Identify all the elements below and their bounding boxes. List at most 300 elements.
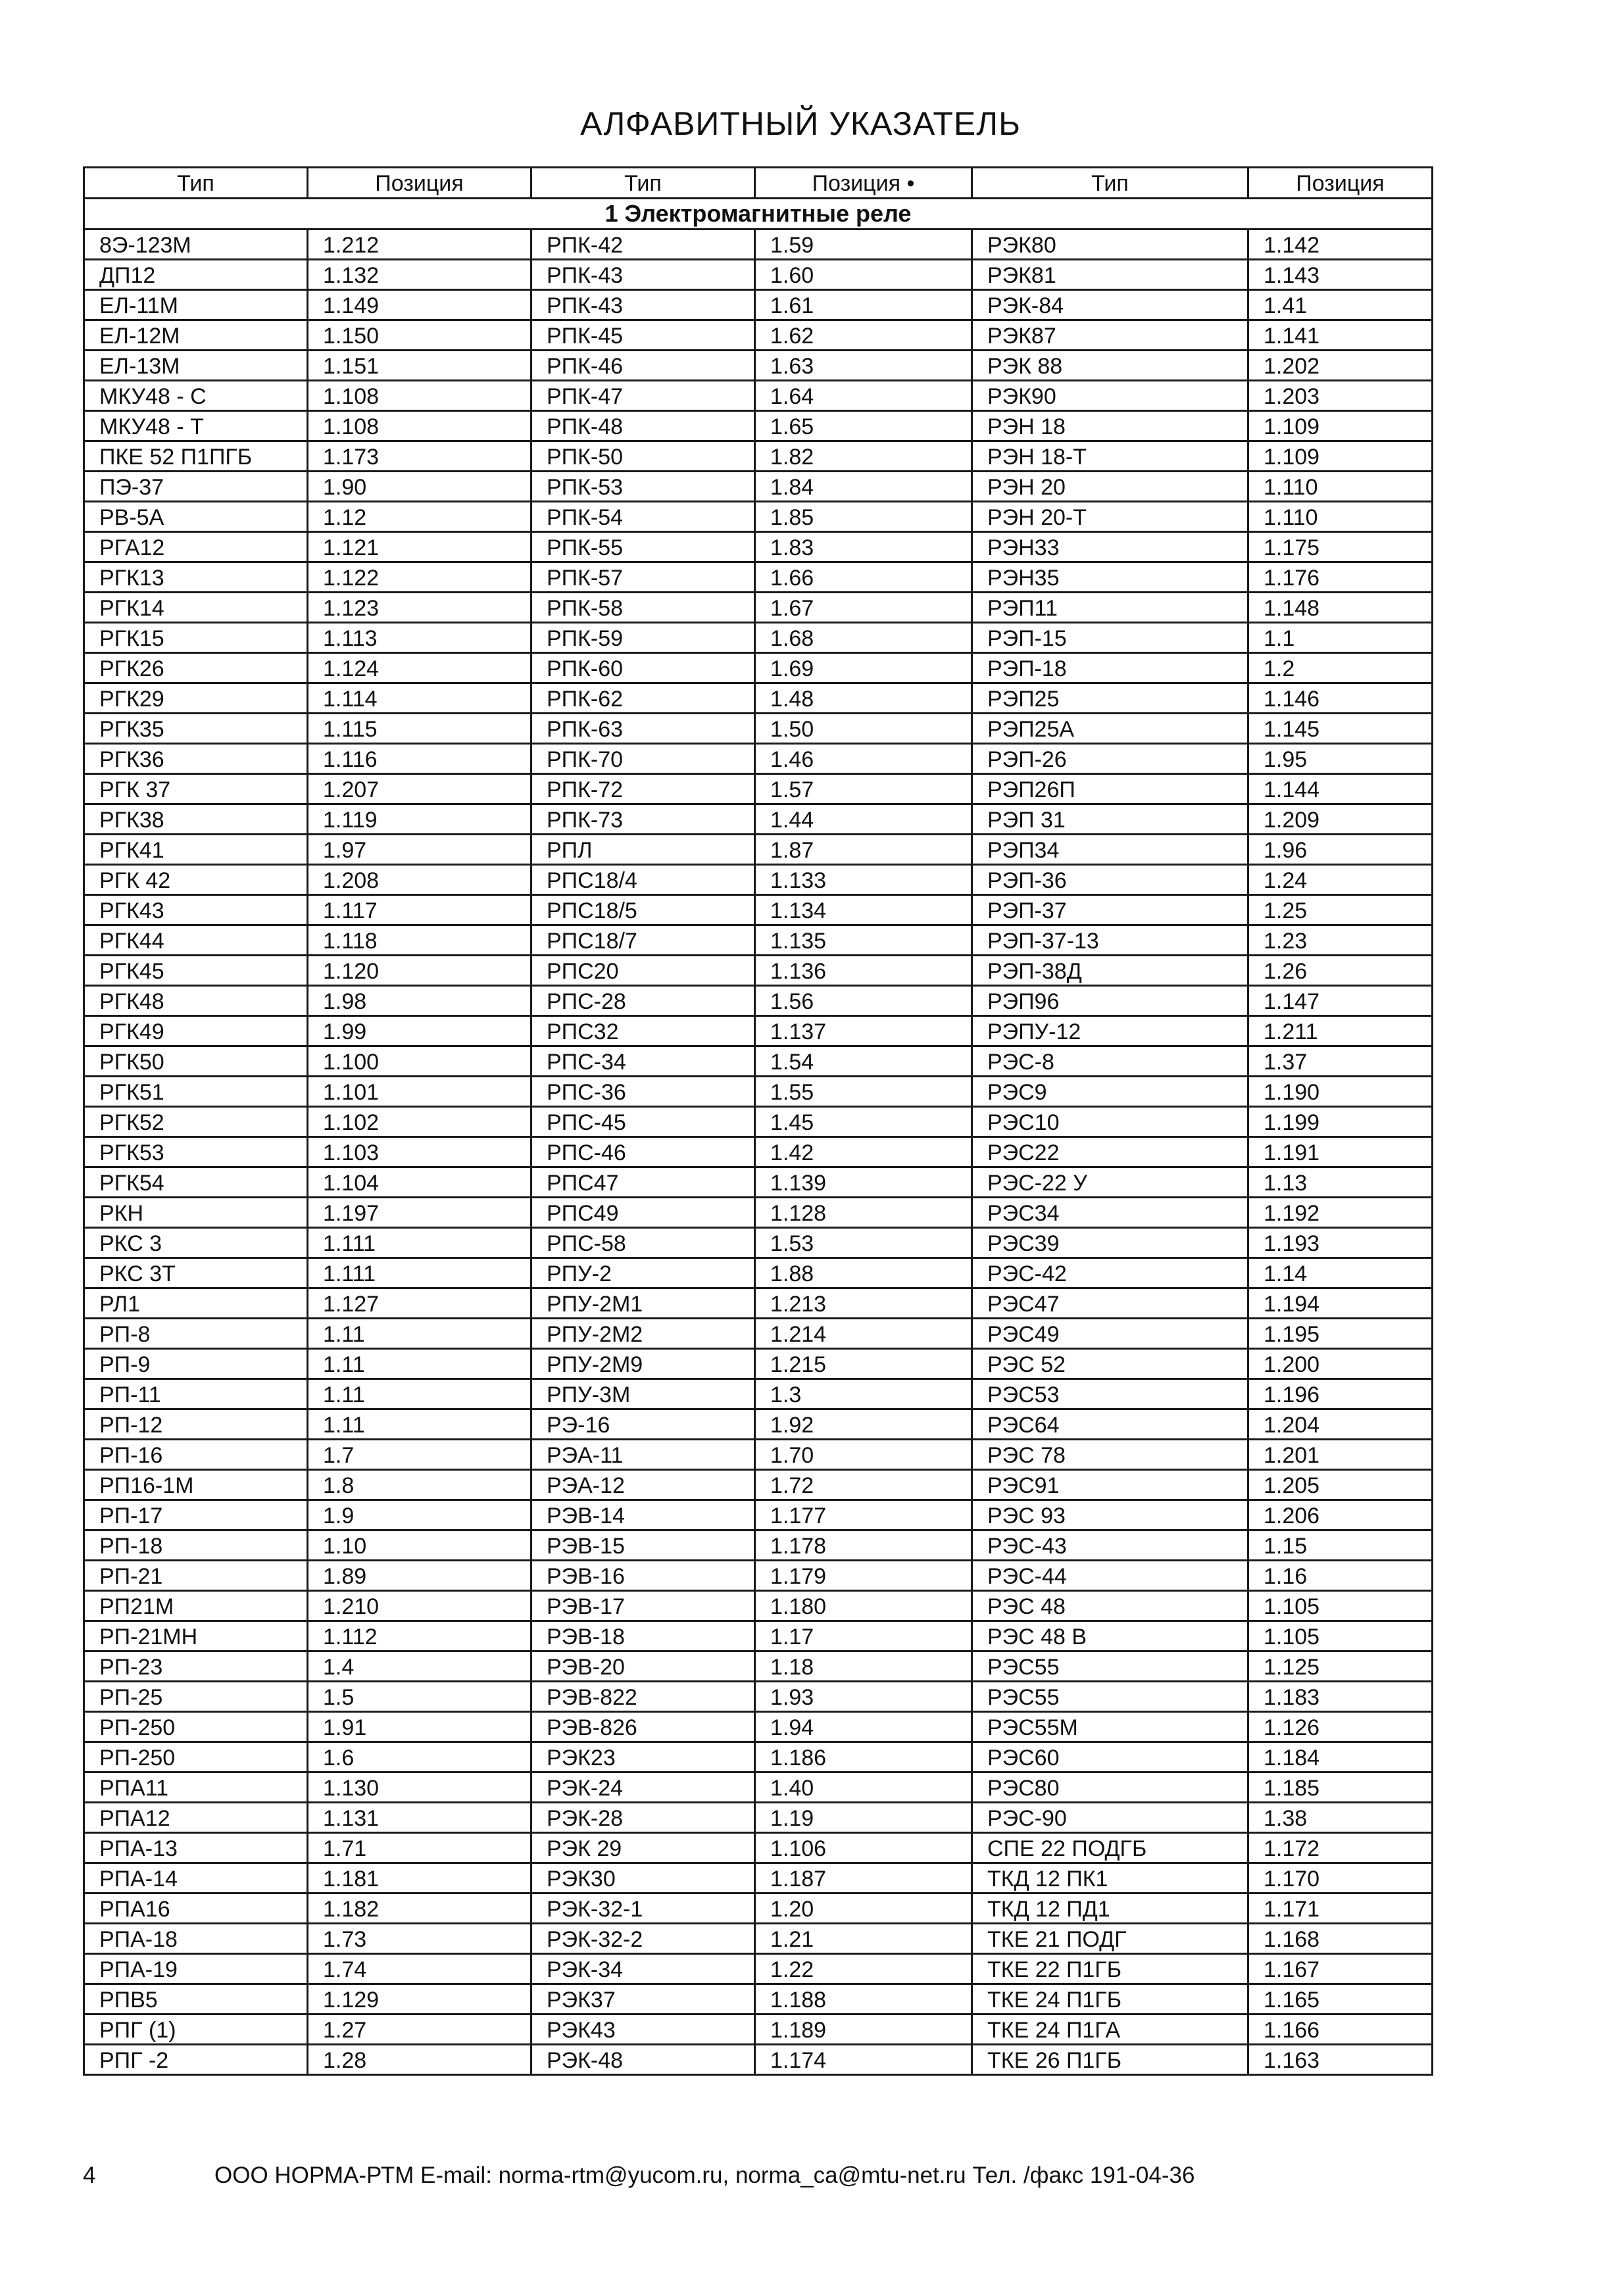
position-cell: 1.182: [308, 1893, 531, 1924]
type-cell: РПК-70: [531, 744, 755, 774]
position-cell: 1.191: [1248, 1137, 1433, 1167]
position-cell: 1.163: [1248, 2045, 1433, 2075]
position-cell: 1.11: [308, 1319, 531, 1349]
position-cell: 1.167: [1248, 1954, 1433, 1984]
position-cell: 1.89: [308, 1561, 531, 1591]
type-cell: РП-17: [84, 1500, 308, 1530]
type-cell: РЭС49: [972, 1319, 1248, 1349]
type-cell: РПК-43: [531, 290, 755, 320]
table-row: [84, 1167, 1433, 1198]
position-cell: 1.179: [755, 1561, 972, 1591]
type-cell: ТКД 12 ПД1: [972, 1893, 1248, 1924]
table-row: [84, 441, 1433, 472]
type-cell: РЭС 48: [972, 1591, 1248, 1621]
type-cell: ТКЕ 24 П1ГБ: [972, 1984, 1248, 2015]
type-cell: РГК14: [84, 593, 308, 623]
type-cell: РЛ1: [84, 1288, 308, 1319]
position-cell: 1.147: [1248, 986, 1433, 1016]
type-cell: РГК29: [84, 683, 308, 714]
position-cell: 1.197: [308, 1198, 531, 1228]
position-cell: 1.110: [1248, 472, 1433, 502]
type-cell: РП21М: [84, 1591, 308, 1621]
table-row: [84, 683, 1433, 714]
type-cell: РПА-18: [84, 1924, 308, 1954]
position-cell: 1.20: [755, 1893, 972, 1924]
position-cell: 1.124: [308, 653, 531, 683]
position-cell: 1.11: [308, 1379, 531, 1409]
position-cell: 1.50: [755, 714, 972, 744]
type-cell: РПУ-3М: [531, 1379, 755, 1409]
table-row: [84, 1349, 1433, 1379]
table-row: [84, 1954, 1433, 1984]
type-cell: РПС47: [531, 1167, 755, 1198]
position-cell: 1.91: [308, 1712, 531, 1742]
position-cell: 1.173: [308, 441, 531, 472]
position-cell: 1.37: [1248, 1046, 1433, 1077]
type-cell: МКУ48 - Т: [84, 411, 308, 441]
position-cell: 1.165: [1248, 1984, 1433, 2015]
type-cell: РПС49: [531, 1198, 755, 1228]
position-cell: 1.68: [755, 623, 972, 653]
position-cell: 1.88: [755, 1258, 972, 1288]
position-cell: 1.96: [1248, 835, 1433, 865]
table-row: [84, 1288, 1433, 1319]
position-cell: 1.71: [308, 1833, 531, 1863]
footer: [83, 2162, 1195, 2189]
type-cell: РЭВ-826: [531, 1712, 755, 1742]
table-row: [84, 835, 1433, 865]
position-cell: 1.82: [755, 441, 972, 472]
position-cell: 1.199: [1248, 1107, 1433, 1137]
position-cell: 1.118: [308, 925, 531, 956]
position-cell: 1.184: [1248, 1742, 1433, 1772]
table-row: [84, 1409, 1433, 1440]
position-cell: 1.121: [308, 532, 531, 562]
type-cell: РПК-54: [531, 502, 755, 532]
position-cell: 1.177: [755, 1500, 972, 1530]
type-cell: РЭС-90: [972, 1803, 1248, 1833]
position-cell: 1.148: [1248, 593, 1433, 623]
table-row: [84, 653, 1433, 683]
type-cell: РЭА-12: [531, 1470, 755, 1500]
position-cell: 1.150: [308, 320, 531, 351]
type-cell: РПК-50: [531, 441, 755, 472]
type-cell: РЭК81: [972, 260, 1248, 290]
type-cell: РЭП-18: [972, 653, 1248, 683]
position-cell: 1.202: [1248, 351, 1433, 381]
position-cell: 1.106: [755, 1833, 972, 1863]
type-cell: РЭС-43: [972, 1530, 1248, 1561]
position-cell: 1.45: [755, 1107, 972, 1137]
table-row: [84, 1198, 1433, 1228]
table-row: [84, 532, 1433, 562]
position-cell: 1.172: [1248, 1833, 1433, 1863]
position-cell: 1.92: [755, 1409, 972, 1440]
type-cell: РП16-1М: [84, 1470, 308, 1500]
type-cell: РЭК30: [531, 1863, 755, 1893]
position-cell: 1.28: [308, 2045, 531, 2075]
column-header-position: Позиция •: [755, 168, 972, 199]
table-row: [84, 986, 1433, 1016]
position-cell: 1.166: [1248, 2015, 1433, 2045]
position-cell: 1.131: [308, 1803, 531, 1833]
position-cell: 1.57: [755, 774, 972, 804]
position-cell: 1.94: [755, 1712, 972, 1742]
position-cell: 1.113: [308, 623, 531, 653]
type-cell: РЭК37: [531, 1984, 755, 2015]
position-cell: 1.125: [1248, 1651, 1433, 1682]
type-cell: РПА11: [84, 1772, 308, 1803]
position-cell: 1.4: [308, 1651, 531, 1682]
type-cell: РПГ (1): [84, 2015, 308, 2045]
table-row: [84, 593, 1433, 623]
type-cell: РЭП11: [972, 593, 1248, 623]
position-cell: 1.70: [755, 1440, 972, 1470]
type-cell: РЭК43: [531, 2015, 755, 2045]
position-cell: 1.55: [755, 1077, 972, 1107]
position-cell: 1.38: [1248, 1803, 1433, 1833]
position-cell: 1.201: [1248, 1440, 1433, 1470]
type-cell: РЭК23: [531, 1742, 755, 1772]
position-cell: 1.135: [755, 925, 972, 956]
type-cell: РПУ-2М2: [531, 1319, 755, 1349]
type-cell: РЭК-28: [531, 1803, 755, 1833]
type-cell: ТКЕ 21 ПОДГ: [972, 1924, 1248, 1954]
type-cell: ДП12: [84, 260, 308, 290]
position-cell: 1.53: [755, 1228, 972, 1258]
type-cell: РЭК-34: [531, 1954, 755, 1984]
position-cell: 1.11: [308, 1349, 531, 1379]
position-cell: 1.87: [755, 835, 972, 865]
position-cell: 1.129: [308, 1984, 531, 2015]
position-cell: 1.215: [755, 1349, 972, 1379]
type-cell: РГК26: [84, 653, 308, 683]
position-cell: 1.27: [308, 2015, 531, 2045]
type-cell: РПК-42: [531, 230, 755, 260]
type-cell: РЭП-37-13: [972, 925, 1248, 956]
table-row: [84, 1530, 1433, 1561]
type-cell: РПК-47: [531, 381, 755, 411]
position-cell: 1.65: [755, 411, 972, 441]
position-cell: 1.103: [308, 1137, 531, 1167]
table-row: [84, 1379, 1433, 1409]
type-cell: РПК-58: [531, 593, 755, 623]
position-cell: 1.171: [1248, 1893, 1433, 1924]
position-cell: 1.117: [308, 895, 531, 925]
position-cell: 1.66: [755, 562, 972, 593]
position-cell: 1.109: [1248, 411, 1433, 441]
type-cell: РЭВ-16: [531, 1561, 755, 1591]
type-cell: РЭПУ-12: [972, 1016, 1248, 1046]
position-cell: 1.115: [308, 714, 531, 744]
type-cell: РПК-62: [531, 683, 755, 714]
type-cell: ПКЕ 52 П1ПГБ: [84, 441, 308, 472]
position-cell: 1.183: [1248, 1682, 1433, 1712]
position-cell: 1.13: [1248, 1167, 1433, 1198]
position-cell: 1.122: [308, 562, 531, 593]
type-cell: РП-8: [84, 1319, 308, 1349]
position-cell: 1.14: [1248, 1258, 1433, 1288]
type-cell: РП-21: [84, 1561, 308, 1591]
table-row: [84, 1258, 1433, 1288]
table-row: [84, 260, 1433, 290]
type-cell: РЭП-15: [972, 623, 1248, 653]
position-cell: 1.40: [755, 1772, 972, 1803]
table-row: [84, 1621, 1433, 1651]
position-cell: 1.44: [755, 804, 972, 835]
position-cell: 1.209: [1248, 804, 1433, 835]
position-cell: 1.203: [1248, 381, 1433, 411]
position-cell: 1.60: [755, 260, 972, 290]
type-cell: РЭС 78: [972, 1440, 1248, 1470]
position-cell: 1.195: [1248, 1319, 1433, 1349]
position-cell: 1.111: [308, 1258, 531, 1288]
footer-contacts: ООО НОРМА-РТМ E-mail: norma-rtm@yucom.ru, norma_ca@mtu-net.ru Тел. /факс 191-04-36: [214, 2162, 1195, 2188]
table-row: [84, 1228, 1433, 1258]
table-row: [84, 290, 1433, 320]
position-cell: 1.101: [308, 1077, 531, 1107]
type-cell: РЭП96: [972, 986, 1248, 1016]
position-cell: 1.104: [308, 1167, 531, 1198]
table-row: [84, 895, 1433, 925]
type-cell: РПК-46: [531, 351, 755, 381]
position-cell: 1.208: [308, 865, 531, 895]
position-cell: 1.127: [308, 1288, 531, 1319]
position-cell: 1.180: [755, 1591, 972, 1621]
table-row: [84, 1682, 1433, 1712]
column-header-type: Тип: [531, 168, 755, 199]
type-cell: РПУ-2М1: [531, 1288, 755, 1319]
type-cell: РПК-72: [531, 774, 755, 804]
type-cell: РП-23: [84, 1651, 308, 1682]
position-cell: 1.15: [1248, 1530, 1433, 1561]
table-row: [84, 865, 1433, 895]
type-cell: РПА12: [84, 1803, 308, 1833]
type-cell: РПА-14: [84, 1863, 308, 1893]
position-cell: 1.84: [755, 472, 972, 502]
position-cell: 1.6: [308, 1742, 531, 1772]
position-cell: 1.62: [755, 320, 972, 351]
type-cell: РПА-19: [84, 1954, 308, 1984]
position-cell: 1.105: [1248, 1621, 1433, 1651]
position-cell: 1.24: [1248, 865, 1433, 895]
position-cell: 1.143: [1248, 260, 1433, 290]
type-cell: РЭВ-14: [531, 1500, 755, 1530]
table-row: [84, 1470, 1433, 1500]
position-cell: 1.100: [308, 1046, 531, 1077]
type-cell: РЭН 20-Т: [972, 502, 1248, 532]
type-cell: РЭС-44: [972, 1561, 1248, 1591]
type-cell: РГК50: [84, 1046, 308, 1077]
position-cell: 1.3: [755, 1379, 972, 1409]
type-cell: РВ-5А: [84, 502, 308, 532]
type-cell: РЭК 29: [531, 1833, 755, 1863]
table-row: [84, 925, 1433, 956]
position-cell: 1.56: [755, 986, 972, 1016]
type-cell: РГК13: [84, 562, 308, 593]
type-cell: РЭС10: [972, 1107, 1248, 1137]
position-cell: 1.23: [1248, 925, 1433, 956]
position-cell: 1.98: [308, 986, 531, 1016]
type-cell: РЭ-16: [531, 1409, 755, 1440]
position-cell: 1.11: [308, 1409, 531, 1440]
table-row: [84, 956, 1433, 986]
position-cell: 1.211: [1248, 1016, 1433, 1046]
position-cell: 1.85: [755, 502, 972, 532]
table-row: [84, 1591, 1433, 1621]
table-row: [84, 2015, 1433, 2045]
type-cell: РГК 42: [84, 865, 308, 895]
table-header-row: [84, 168, 1433, 199]
type-cell: РЭК90: [972, 381, 1248, 411]
position-cell: 1.192: [1248, 1198, 1433, 1228]
table-row: [84, 1863, 1433, 1893]
table-row: [84, 1742, 1433, 1772]
position-cell: 1.130: [308, 1772, 531, 1803]
position-cell: 1.145: [1248, 714, 1433, 744]
table-row: [84, 1440, 1433, 1470]
type-cell: РЭП-26: [972, 744, 1248, 774]
table-row: [84, 1137, 1433, 1167]
position-cell: 1.17: [755, 1621, 972, 1651]
position-cell: 1.134: [755, 895, 972, 925]
type-cell: РГК36: [84, 744, 308, 774]
position-cell: 1.108: [308, 381, 531, 411]
position-cell: 1.210: [308, 1591, 531, 1621]
position-cell: 1.123: [308, 593, 531, 623]
table-body: [84, 230, 1433, 2075]
type-cell: РЭК-32-1: [531, 1893, 755, 1924]
type-cell: РП-9: [84, 1349, 308, 1379]
type-cell: РЭН33: [972, 532, 1248, 562]
position-cell: 1.128: [755, 1198, 972, 1228]
type-cell: РЭВ-15: [531, 1530, 755, 1561]
position-cell: 1.108: [308, 411, 531, 441]
table-row: [84, 1833, 1433, 1863]
type-cell: РГК54: [84, 1167, 308, 1198]
type-cell: РП-11: [84, 1379, 308, 1409]
type-cell: ПЭ-37: [84, 472, 308, 502]
type-cell: РЭП25: [972, 683, 1248, 714]
table-row: [84, 1046, 1433, 1077]
type-cell: РЭК-32-2: [531, 1924, 755, 1954]
type-cell: РЭК-24: [531, 1772, 755, 1803]
type-cell: РГК41: [84, 835, 308, 865]
position-cell: 1.141: [1248, 320, 1433, 351]
position-cell: 1.185: [1248, 1772, 1433, 1803]
type-cell: РЭП-37: [972, 895, 1248, 925]
table-row: [84, 1984, 1433, 2015]
position-cell: 1.59: [755, 230, 972, 260]
type-cell: РПВ5: [84, 1984, 308, 2015]
position-cell: 1.207: [308, 774, 531, 804]
position-cell: 1.48: [755, 683, 972, 714]
type-cell: РЭП 31: [972, 804, 1248, 835]
type-cell: РЭП34: [972, 835, 1248, 865]
position-cell: 1.174: [755, 2045, 972, 2075]
position-cell: 1.137: [755, 1016, 972, 1046]
position-cell: 1.16: [1248, 1561, 1433, 1591]
type-cell: РЭВ-822: [531, 1682, 755, 1712]
table-row: [84, 381, 1433, 411]
type-cell: РГК49: [84, 1016, 308, 1046]
section-title: 1 Электромагнитные реле: [84, 199, 1433, 230]
type-cell: РПЛ: [531, 835, 755, 865]
position-cell: 1.144: [1248, 774, 1433, 804]
type-cell: РПС-45: [531, 1107, 755, 1137]
position-cell: 1.2: [1248, 653, 1433, 683]
type-cell: РКС 3Т: [84, 1258, 308, 1288]
type-cell: РЭК 88: [972, 351, 1248, 381]
type-cell: РП-21МН: [84, 1621, 308, 1651]
table-row: [84, 1803, 1433, 1833]
type-cell: РЭС 52: [972, 1349, 1248, 1379]
table-row: [84, 1319, 1433, 1349]
table-row: [84, 472, 1433, 502]
position-cell: 1.189: [755, 2015, 972, 2045]
type-cell: РП-25: [84, 1682, 308, 1712]
type-cell: РПС-36: [531, 1077, 755, 1107]
position-cell: 1.116: [308, 744, 531, 774]
type-cell: РПА-13: [84, 1833, 308, 1863]
type-cell: РЭВ-18: [531, 1621, 755, 1651]
position-cell: 1.146: [1248, 683, 1433, 714]
type-cell: РП-12: [84, 1409, 308, 1440]
position-cell: 1.213: [755, 1288, 972, 1319]
page-number: 4: [83, 2162, 96, 2188]
type-cell: РЭС60: [972, 1742, 1248, 1772]
position-cell: 1.193: [1248, 1228, 1433, 1258]
type-cell: РЭС55: [972, 1651, 1248, 1682]
position-cell: 1.9: [308, 1500, 531, 1530]
position-cell: 1.41: [1248, 290, 1433, 320]
position-cell: 1.188: [755, 1984, 972, 2015]
position-cell: 1.119: [308, 804, 531, 835]
position-cell: 1.21: [755, 1924, 972, 1954]
position-cell: 1.176: [1248, 562, 1433, 593]
position-cell: 1.170: [1248, 1863, 1433, 1893]
position-cell: 1.46: [755, 744, 972, 774]
type-cell: СПЕ 22 ПОДГБ: [972, 1833, 1248, 1863]
type-cell: РПК-45: [531, 320, 755, 351]
table-row: [84, 1924, 1433, 1954]
position-cell: 1.204: [1248, 1409, 1433, 1440]
position-cell: 1.1: [1248, 623, 1433, 653]
position-cell: 1.95: [1248, 744, 1433, 774]
table-row: [84, 1561, 1433, 1591]
type-cell: РЭС 93: [972, 1500, 1248, 1530]
type-cell: РЭА-11: [531, 1440, 755, 1470]
type-cell: РЭС9: [972, 1077, 1248, 1107]
table-row: [84, 2045, 1433, 2075]
type-cell: РЭК-84: [972, 290, 1248, 320]
type-cell: РЭВ-17: [531, 1591, 755, 1621]
table-row: [84, 774, 1433, 804]
type-cell: РЭС47: [972, 1288, 1248, 1319]
type-cell: ТКЕ 24 П1ГА: [972, 2015, 1248, 2045]
position-cell: 1.42: [755, 1137, 972, 1167]
position-cell: 1.5: [308, 1682, 531, 1712]
position-cell: 1.8: [308, 1470, 531, 1500]
type-cell: РПК-57: [531, 562, 755, 593]
type-cell: РГК53: [84, 1137, 308, 1167]
table-row: [84, 744, 1433, 774]
type-cell: РПК-63: [531, 714, 755, 744]
position-cell: 1.67: [755, 593, 972, 623]
type-cell: РГА12: [84, 532, 308, 562]
position-cell: 1.112: [308, 1621, 531, 1651]
type-cell: РПС-34: [531, 1046, 755, 1077]
